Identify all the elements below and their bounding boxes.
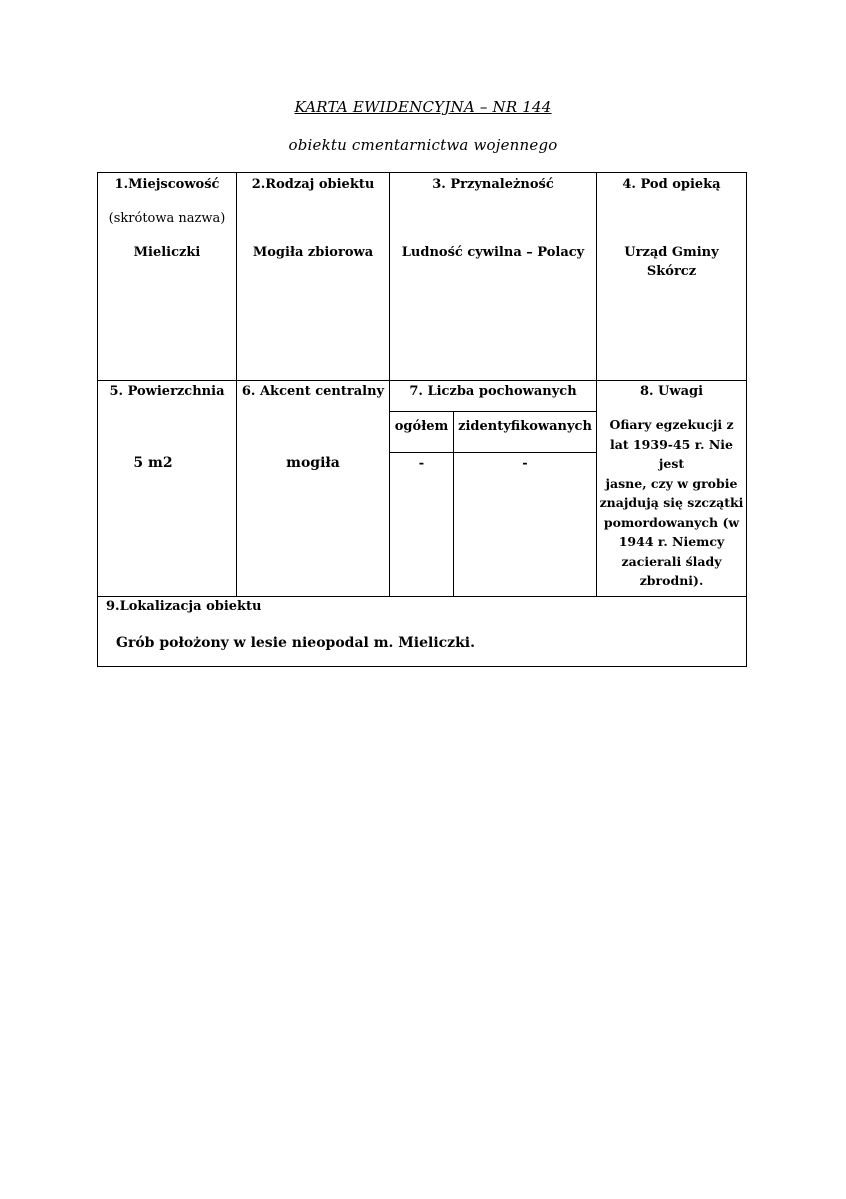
- buried-total-header: ogółem: [394, 419, 449, 434]
- remarks-line: zacierali ślady: [621, 553, 722, 569]
- remarks-line: lat 1939-45 r. Nie jest: [610, 436, 733, 471]
- locality-label: 1.Miejscowość: [114, 177, 220, 192]
- remarks-line: znajdują się szczątki: [599, 495, 744, 510]
- buried-identified-value: -: [522, 456, 528, 471]
- subheader-divider-bottom: [389, 452, 596, 453]
- affiliation-label: 3. Przynależność: [432, 177, 554, 192]
- buried-count-label: 7. Liczba pochowanych: [409, 384, 577, 399]
- area-label: 5. Powierzchnia: [109, 384, 225, 399]
- remarks-line: jasne, czy w grobie: [605, 475, 738, 491]
- remarks-line: pomordowanych (w: [603, 514, 740, 530]
- record-card-table: [97, 172, 747, 667]
- location-label: 9.Lokalizacja obiektu: [106, 599, 262, 614]
- caretaker-value-line1: Urząd Gminy: [624, 245, 719, 260]
- locality-sublabel: (skrótowa nazwa): [108, 211, 226, 226]
- document-subtitle: obiektu cmentarnictwa wojennego: [288, 136, 558, 154]
- caretaker-value-line2: Skórcz: [646, 264, 697, 279]
- remarks-text: [597, 415, 746, 591]
- subheader-divider-top: [389, 411, 596, 412]
- remarks-line: zbrodni).: [639, 573, 704, 588]
- subcolumn-divider: [453, 411, 454, 596]
- row-divider-1: [98, 380, 746, 381]
- remarks-line: 1944 r. Niemcy: [618, 534, 725, 549]
- buried-total-value: -: [418, 456, 425, 471]
- object-type-label: 2.Rodzaj obiektu: [251, 177, 375, 192]
- central-accent-value: mogiła: [286, 455, 340, 471]
- document-title: KARTA EWIDENCYJNA – NR 144: [294, 98, 552, 116]
- remarks-line: Ofiary egzekucji z: [609, 417, 734, 432]
- affiliation-value: Ludność cywilna – Polacy: [401, 245, 585, 260]
- remarks-label: 8. Uwagi: [639, 384, 704, 399]
- buried-identified-header: zidentyfikowanych: [458, 419, 592, 434]
- caretaker-label: 4. Pod opieką: [622, 177, 721, 192]
- area-value: 5 m2: [133, 455, 173, 471]
- central-accent-label: 6. Akcent centralny: [241, 384, 385, 399]
- locality-value: Mieliczki: [133, 245, 201, 260]
- object-type-value: Mogiła zbiorowa: [252, 245, 374, 260]
- location-value: Grób położony w lesie nieopodal m. Mieliczki.: [116, 635, 476, 651]
